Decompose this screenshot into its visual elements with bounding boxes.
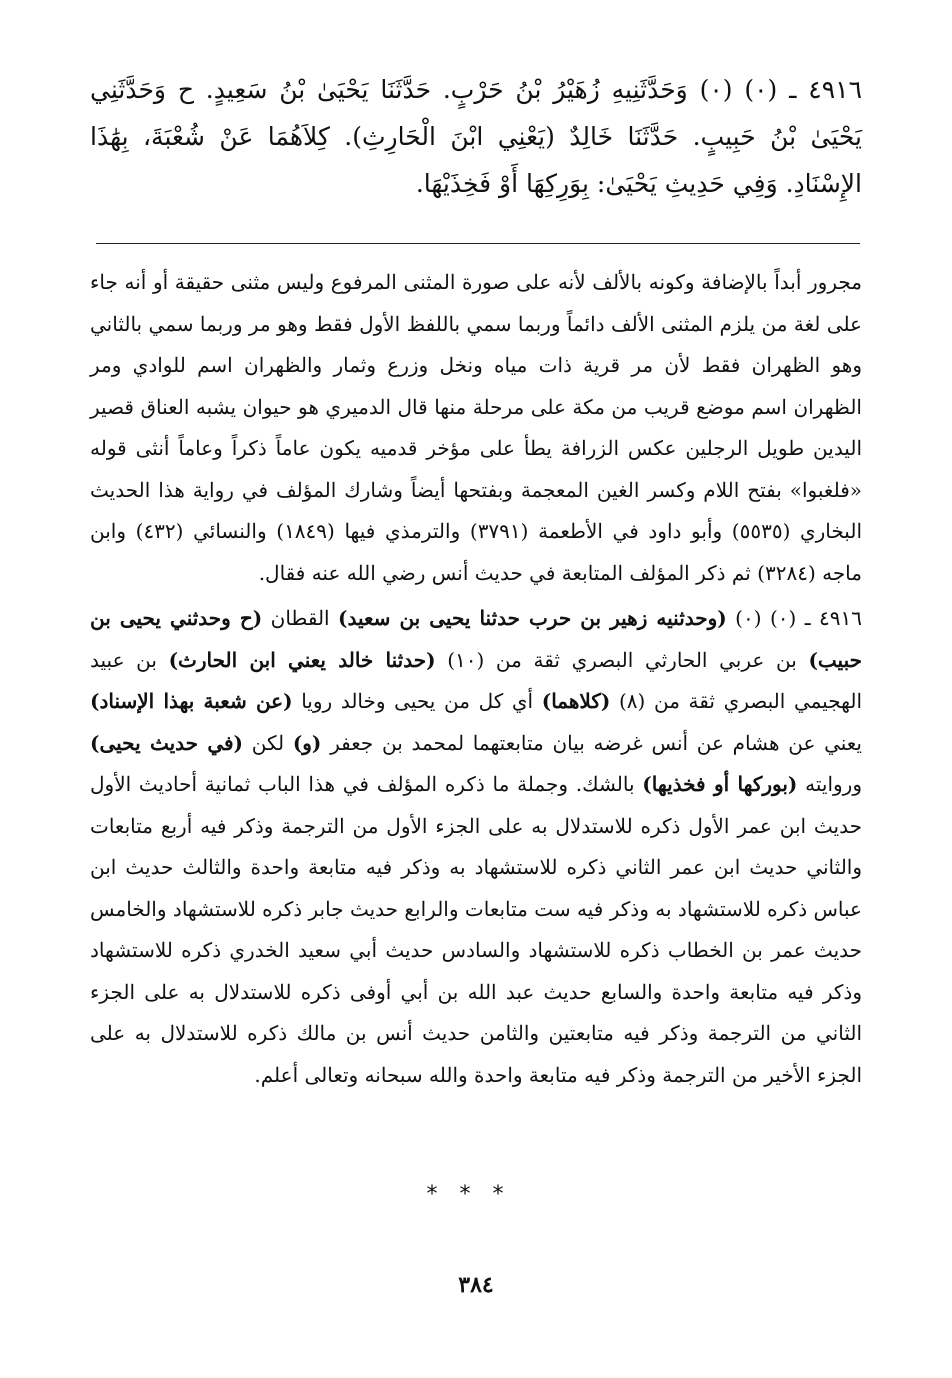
bold-quote: (وحدثنيه زهير بن حرب حدثنا يحيى بن سعيد) bbox=[338, 606, 727, 630]
page-number: ٣٨٤ bbox=[458, 1272, 494, 1298]
commentary-text: وروايته bbox=[797, 772, 862, 796]
section-separator: *** bbox=[426, 1182, 526, 1207]
commentary-text: يعني عن هشام عن أنس غرضه بيان متابعتهما لمحمد بن جعفر bbox=[321, 730, 862, 755]
bold-quote: (في حديث يحيى) bbox=[90, 730, 244, 755]
bold-quote: (و) bbox=[292, 730, 322, 755]
hadith-block bbox=[90, 66, 862, 207]
commentary-paragraph-2 bbox=[90, 598, 862, 1096]
commentary-text: بن عبيد الهجيمي البصري ثقة من (٨) bbox=[90, 647, 862, 713]
hadith-number: ٤٩١٦ ـ (٠) (٠) bbox=[726, 606, 862, 630]
commentary-block bbox=[90, 262, 862, 1096]
commentary-text: بن عربي الحارثي البصري ثقة من (١٠) bbox=[435, 647, 809, 672]
hadith-paragraph: ٤٩١٦ ـ (٠) (٠) وَحَدَّثَنِيهِ زُهَيْرُ بْنُ حَرْبٍ. حَدَّثَنَا يَحْيَىٰ بْنُ سَعِيدٍ. ح وَحَدَّثَنِي يَحْيَىٰ بْنُ حَبِيبٍ. حَدَّثَنَا خَالِدٌ (يَعْنِي ابْنَ الْحَارِثِ). كِلاَهُمَا عَنْ شُعْبَةَ، بِهَٰذَا الإِسْنَادِ. وَفِي حَدِيثِ يَحْيَىٰ: بِوَرِكِهَا أَوْ فَخِذَيْهَا. bbox=[90, 75, 862, 198]
bold-quote: (عن شعبة بهذا الإسناد) bbox=[90, 689, 293, 713]
commentary-text: لكن bbox=[243, 730, 293, 755]
hadith-text bbox=[90, 66, 862, 207]
footnote-divider bbox=[96, 243, 860, 244]
bold-quote: (حدثنا خالد يعني ابن الحارث) bbox=[168, 647, 436, 672]
bold-quote: (بوركها أو فخذيها) bbox=[642, 772, 798, 796]
commentary-text: القطان bbox=[262, 606, 339, 630]
commentary-text: بالشك. وجملة ما ذكره المؤلف في هذا الباب ثمانية أحاديث الأول حديث ابن عمر الأول ذكره للاستدلال به على الجزء الأول من الترجمة وذكر فيه أربع متابعات والثاني حديث ابن عمر الثاني ذكره للاستشهاد به وذكر فيه متابعة واحدة والثالث حديث ابن عباس ذكره للاستشهاد به وذكر فيه ست متابعات والرابع حديث جابر ذكره للاستشهاد والخامس حديث عمر بن الخطاب ذكره للاستشهاد والسادس حديث أبي سعيد الخدري ذكره للاستشهاد وذكر فيه متابعة واحدة والسابع حديث عبد الله بن أبي أوفى ذكره للاستدلال به على الجزء الثاني من الترجمة وذكر فيه متابعتين والثامن حديث أنس بن مالك ذكره للاستدلال به على الجزء الأخير من الترجمة وذكر فيه متابعة واحدة والله سبحانه وتعالى أعلم. bbox=[90, 772, 862, 1087]
bold-quote: (كلاهما) bbox=[541, 689, 611, 713]
commentary-text: أي كل من يحيى وخالد رويا bbox=[292, 689, 542, 713]
bold-quote: (ح وحدثني يحيى بن حبيب) bbox=[90, 606, 862, 672]
commentary-paragraph-1: مجرور أبداً بالإضافة وكونه بالألف لأنه على صورة المثنى المرفوع وليس مثنى حقيقة أو أنه جاء على لغة من يلزم المثنى الألف دائماً وربما سمي باللفظ الأول فقط وهو مر وربما سمي بالثاني وهو الظهران فقط لأن مر قرية ذات مياه ونخل وزرع وثمار والظهران اسم للوادي ومر الظهران اسم موضع قريب من مكة على مرحلة منها قال الدميري هو حيوان يشبه العناق قصير اليدين طويل الرجلين عكس الزرافة يطأ على مؤخر قدميه يكون عاماً ذكراً وعاماً أنثى قوله «فلغبوا» بفتح اللام وكسر الغين المعجمة وبفتحها أيضاً وشارك المؤلف في رواية هذا الحديث البخاري (٥٥٣٥) وأبو داود في الأطعمة (٣٧٩١) والترمذي فيها (١٨٤٩) والنسائي (٤٣٢) وابن ماجه (٣٢٨٤) ثم ذكر المؤلف المتابعة في حديث أنس رضي الله عنه فقال. bbox=[90, 270, 862, 585]
